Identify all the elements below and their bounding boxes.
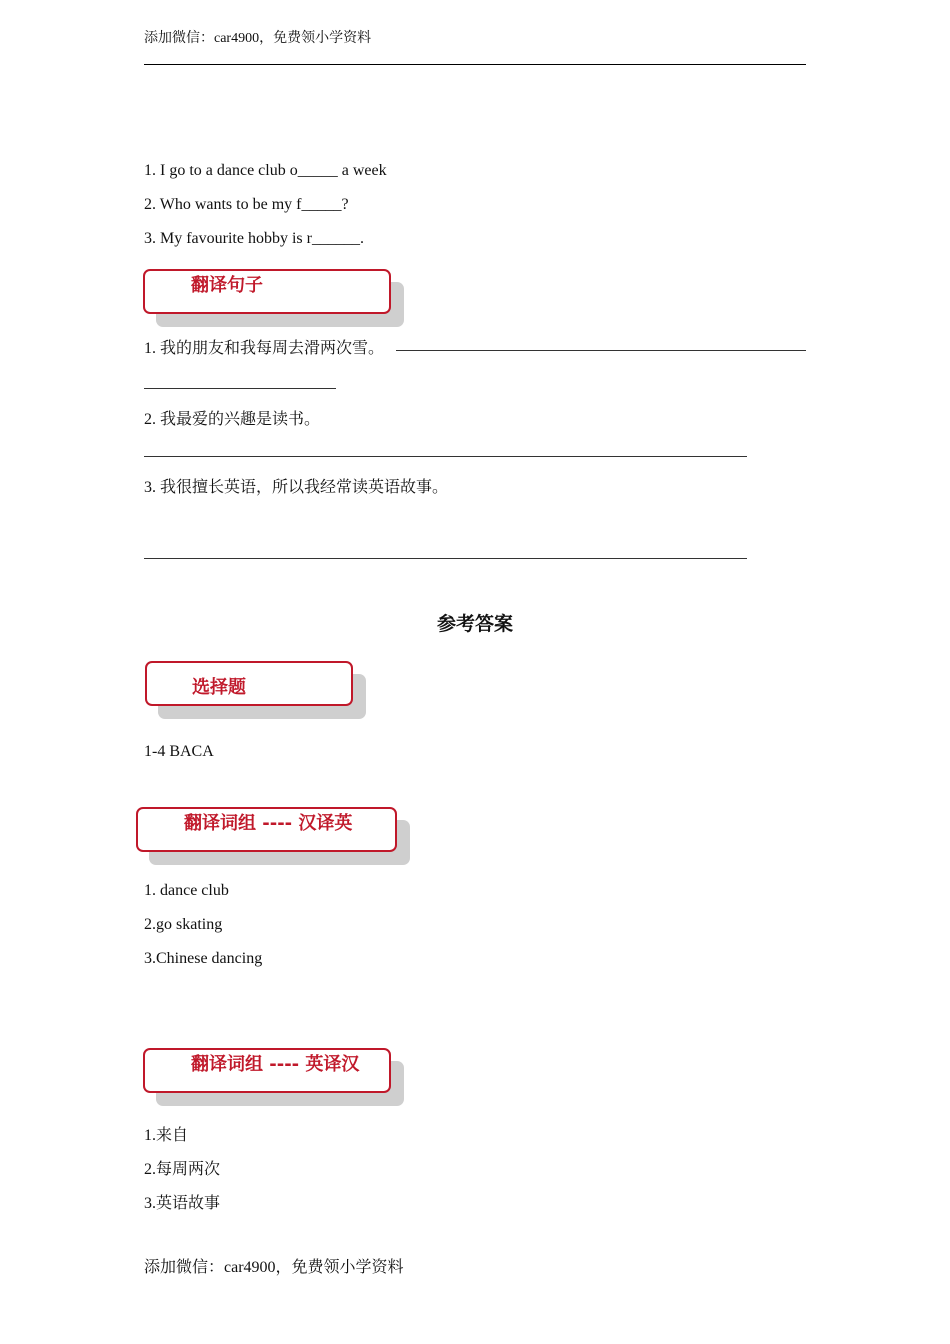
section-heading: 翻译词组 ---- 英译汉 <box>191 1054 360 1075</box>
banner-box <box>145 661 353 706</box>
section-banner-en-to-cn <box>143 1048 391 1093</box>
fill-blank-item-1: 1. I go to a dance club o_____ a week <box>144 162 387 179</box>
answer-line <box>144 558 747 559</box>
translate-sentence-item-2: 2. 我最爱的兴趣是读书。 <box>144 411 321 428</box>
en-to-cn-item-1: 1.来自 <box>144 1127 189 1144</box>
section-banner-cn-to-en <box>136 807 397 852</box>
answer-line <box>396 350 806 351</box>
fill-blank-item-2: 2. Who wants to be my f_____? <box>144 196 349 213</box>
translate-sentence-item-1: 1. 我的朋友和我每周去滑两次雪。 <box>144 340 385 357</box>
cn-to-en-item-1: 1. dance club <box>144 882 229 899</box>
en-to-cn-item-3: 3.英语故事 <box>144 1195 221 1212</box>
answer-line <box>144 388 336 389</box>
choice-answer: 1-4 BACA <box>144 743 214 760</box>
fill-blank-item-3: 3. My favourite hobby is r______. <box>144 230 364 247</box>
banner-box <box>143 269 391 314</box>
cn-to-en-item-3: 3.Chinese dancing <box>144 950 263 967</box>
cn-to-en-item-2: 2.go skating <box>144 916 223 933</box>
section-banner-choice <box>145 661 353 706</box>
page-footer: 添加微信：car4900，免费领小学资料 <box>144 1259 404 1276</box>
section-heading: 选择题 <box>192 677 246 698</box>
en-to-cn-item-2: 2.每周两次 <box>144 1161 221 1178</box>
section-banner-translate-sentences <box>143 269 391 314</box>
section-heading: 翻译词组 ---- 汉译英 <box>184 813 353 834</box>
page-header: 添加微信：car4900，免费领小学资料 <box>144 31 372 46</box>
header-divider <box>144 64 806 65</box>
answers-title: 参考答案 <box>436 614 513 635</box>
answer-line <box>144 456 747 457</box>
section-heading: 翻译句子 <box>191 275 263 296</box>
translate-sentence-item-3: 3. 我很擅长英语，所以我经常读英语故事。 <box>144 479 449 496</box>
